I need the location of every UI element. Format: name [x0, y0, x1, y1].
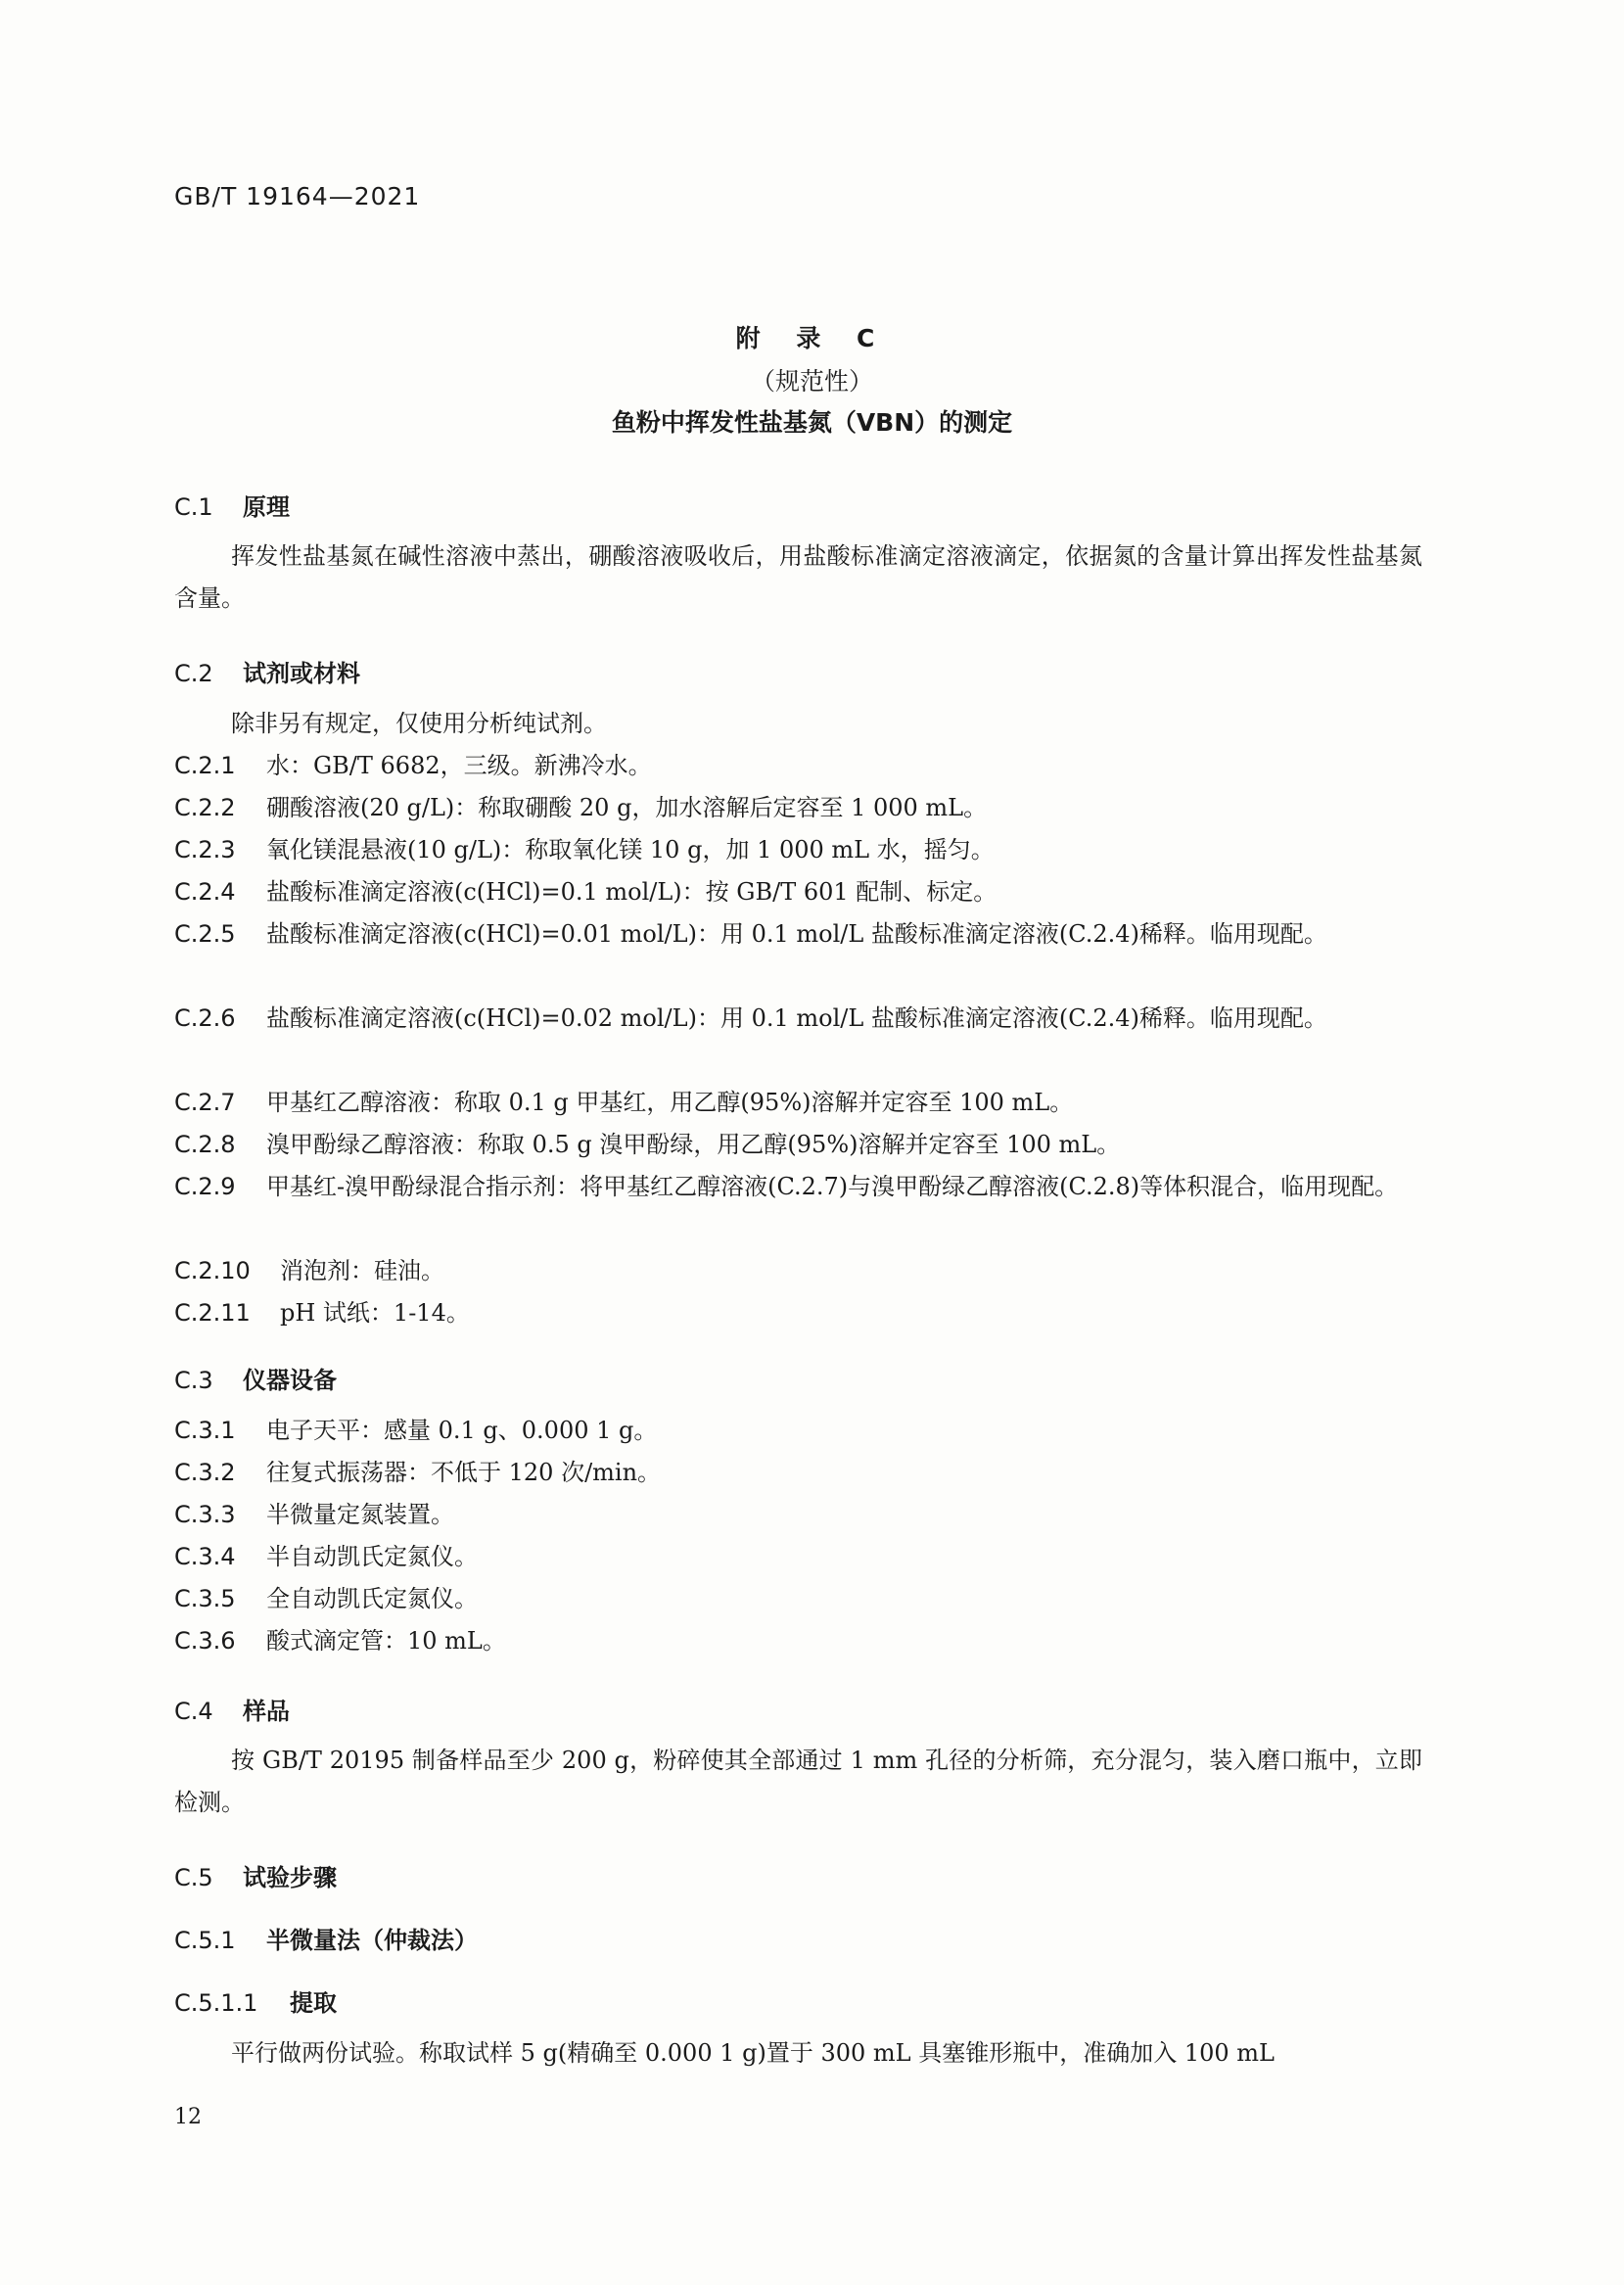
- list-item-c2-10: [174, 1250, 1422, 1292]
- list-item-c3-2: [174, 1452, 1422, 1494]
- item-text: 溴甲酚绿乙醇溶液：称取 0.5 g 溴甲酚绿，用乙醇(95%)溶解并定容至 100 mL。: [266, 1131, 1121, 1158]
- item-text: 盐酸标准滴定溶液(c(HCl)=0.02 mol/L)：用 0.1 mol/L 盐酸标准滴定溶液(C.2.4)稀释。临用现配。: [266, 1004, 1327, 1032]
- list-item-c2-11: [174, 1292, 1422, 1334]
- subsection-heading-c5-1-1: [174, 1983, 337, 2018]
- section-heading-c1: [174, 488, 290, 522]
- item-text: 甲基红乙醇溶液：称取 0.1 g 甲基红，用乙醇(95%)溶解并定容至 100 mL。: [266, 1089, 1074, 1116]
- section-title: 试验步骤: [243, 1864, 337, 1891]
- item-number: C.3.6: [174, 1627, 236, 1655]
- section-title: 原理: [243, 493, 290, 521]
- list-item-c3-3: [174, 1494, 1422, 1536]
- paragraph-principle: 挥发性盐基氮在碱性溶液中蒸出，硼酸溶液吸收后，用盐酸标准滴定溶液滴定，依据氮的含量计算出挥发性盐基氮含量。: [174, 542, 1422, 612]
- item-text: 甲基红-溴甲酚绿混合指示剂：将甲基红乙醇溶液(C.2.7)与溴甲酚绿乙醇溶液(C.2.8)等体积混合，临用现配。: [266, 1173, 1399, 1200]
- section-title: 半微量法（仲裁法）: [266, 1927, 478, 1954]
- section-number: C.2: [174, 660, 213, 687]
- item-number: C.3.5: [174, 1585, 236, 1612]
- annex-type: （规范性）: [750, 367, 873, 396]
- section-title: 提取: [290, 1989, 337, 2017]
- item-text: 半微量定氮装置。: [266, 1501, 454, 1528]
- item-number: C.2.11: [174, 1299, 251, 1327]
- item-text: 酸式滴定管：10 mL。: [266, 1627, 506, 1655]
- list-item-c2-8: [174, 1124, 1422, 1166]
- paragraph-extraction: 平行做两份试验。称取试样 5 g(精确至 0.000 1 g)置于 300 mL 具塞锥形瓶中，准确加入 100 mL: [231, 2039, 1275, 2067]
- item-number: C.2.4: [174, 878, 236, 906]
- paragraph-reagents-intro: 除非另有规定，仅使用分析纯试剂。: [231, 710, 607, 737]
- item-number: C.2.1: [174, 752, 236, 779]
- item-number: C.3.1: [174, 1417, 236, 1444]
- item-number: C.2.2: [174, 794, 236, 821]
- section-number: C.3: [174, 1367, 213, 1394]
- paragraph-sample: 按 GB/T 20195 制备样品至少 200 g，粉碎使其全部通过 1 mm 孔径的分析筛，充分混匀，装入磨口瓶中，立即检测。: [174, 1747, 1422, 1816]
- list-item-c2-2: [174, 787, 1422, 829]
- item-text: 盐酸标准滴定溶液(c(HCl)=0.1 mol/L)：按 GB/T 601 配制、标定。: [266, 878, 998, 906]
- item-text: 消泡剂：硅油。: [280, 1257, 444, 1284]
- list-item-c3-6: [174, 1620, 1422, 1662]
- list-item-c2-1: [174, 745, 1422, 787]
- list-item-c3-5: [174, 1578, 1422, 1620]
- list-item-c2-4: [174, 871, 1422, 913]
- section-number: C.5: [174, 1864, 213, 1891]
- item-text: 电子天平：感量 0.1 g、0.000 1 g。: [266, 1417, 658, 1444]
- annex-title: 附 录 C: [735, 324, 889, 352]
- item-number: C.2.9: [174, 1173, 236, 1200]
- item-number: C.2.6: [174, 1004, 236, 1032]
- list-item-c2-3: [174, 829, 1422, 871]
- section-heading-c2: [174, 654, 360, 688]
- section-number: C.5.1.1: [174, 1989, 258, 2017]
- section-heading-c3: [174, 1361, 337, 1395]
- item-text: 半自动凯氏定氮仪。: [266, 1543, 478, 1570]
- item-text: 氧化镁混悬液(10 g/L)：称取氧化镁 10 g，加 1 000 mL 水，摇匀。: [266, 836, 995, 863]
- item-number: C.2.8: [174, 1131, 236, 1158]
- item-number: C.2.5: [174, 920, 236, 948]
- subsection-heading-c5-1: [174, 1921, 478, 1955]
- item-number: C.3.3: [174, 1501, 236, 1528]
- annex-name: 鱼粉中挥发性盐基氮（VBN）的测定: [611, 408, 1013, 437]
- list-item-c2-7: [174, 1082, 1422, 1124]
- item-number: C.2.3: [174, 836, 236, 863]
- page-number: 12: [174, 2105, 202, 2129]
- section-number: C.1: [174, 493, 213, 521]
- section-number: C.4: [174, 1698, 213, 1725]
- list-item-c2-6: [174, 998, 1422, 1040]
- section-number: C.5.1: [174, 1927, 236, 1954]
- standard-code: GB/T 19164—2021: [174, 182, 421, 210]
- list-item-c3-1: [174, 1410, 1422, 1452]
- item-number: C.2.7: [174, 1089, 236, 1116]
- item-number: C.3.2: [174, 1459, 236, 1486]
- list-item-c2-5: [174, 913, 1422, 956]
- item-text: 全自动凯氏定氮仪。: [266, 1585, 478, 1612]
- item-number: C.3.4: [174, 1543, 236, 1570]
- item-text: 往复式振荡器：不低于 120 次/min。: [266, 1459, 662, 1486]
- item-text: 水：GB/T 6682，三级。新沸冷水。: [266, 752, 652, 779]
- item-text: 硼酸溶液(20 g/L)：称取硼酸 20 g，加水溶解后定容至 1 000 mL。: [266, 794, 988, 821]
- item-number: C.2.10: [174, 1257, 251, 1284]
- section-heading-c4: [174, 1692, 290, 1726]
- section-title: 样品: [243, 1698, 290, 1725]
- section-heading-c5: [174, 1858, 337, 1892]
- list-item-c3-4: [174, 1536, 1422, 1578]
- item-text: pH 试纸：1-14。: [280, 1299, 470, 1327]
- section-title: 仪器设备: [243, 1367, 337, 1394]
- item-text: 盐酸标准滴定溶液(c(HCl)=0.01 mol/L)：用 0.1 mol/L 盐酸标准滴定溶液(C.2.4)稀释。临用现配。: [266, 920, 1327, 948]
- list-item-c2-9: [174, 1166, 1422, 1208]
- section-title: 试剂或材料: [243, 660, 360, 687]
